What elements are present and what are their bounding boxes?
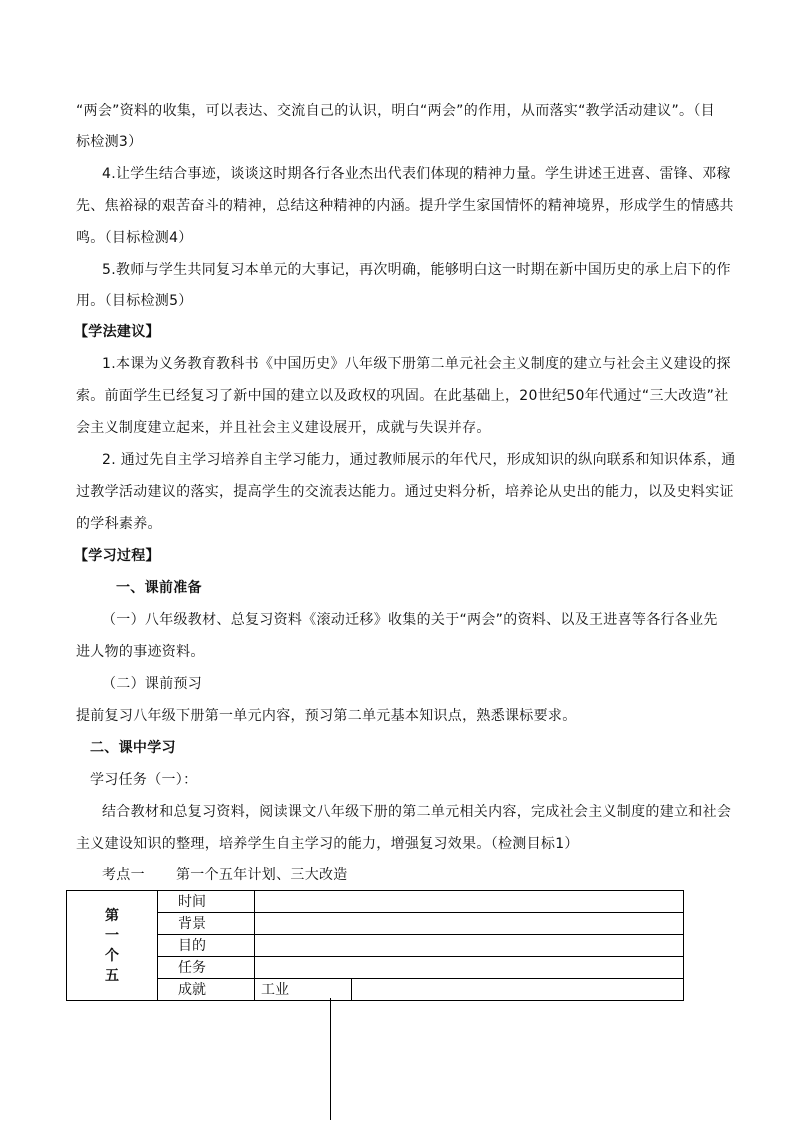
five-year-plan-table <box>66 890 684 1001</box>
table-cell[interactable] <box>255 957 684 979</box>
paragraph-line: 主义建设知识的整理，培养学生自主学习的能力，增强复习效果。（检测目标1） <box>76 836 579 852</box>
paragraph-line: 进人物的事迹资料。 <box>76 644 205 660</box>
paragraph-line: 过教学活动建议的落实，提高学生的交流表达能力。通过史料分析，培养论从史出的能力，以及史料实证 <box>76 484 734 500</box>
paragraph-line: 的学科素养。 <box>76 516 162 532</box>
row-label-achievement: 成就 <box>158 979 255 1001</box>
table-continuation-line <box>330 998 331 1120</box>
row-label-purpose: 目的 <box>158 935 255 957</box>
table-cell[interactable] <box>255 891 684 913</box>
paragraph-line: 2. 通过先自主学习培养自主学习能力，通过教师展示的年代尺，形成知识的纵向联系和知识体系，通 <box>102 452 736 468</box>
paragraph-line: 提前复习八年级下册第一单元内容，预习第二单元基本知识点，熟悉课标要求。 <box>76 708 577 724</box>
paragraph-line: 1.本课为义务教育教科书《中国历史》八年级下册第二单元社会主义制度的建立与社会主义建设的探 <box>102 356 731 372</box>
paragraph-line: 鸣。（目标检测4） <box>76 230 193 246</box>
paragraph-line: 5.教师与学生共同复习本单元的大事记，再次明确，能够明白这一时期在新中国历史的承上启下的作 <box>102 262 731 278</box>
section-heading-study-process: 【学习过程】 <box>74 548 160 564</box>
paragraph-line: 会主义制度建立起来，并且社会主义建设展开，成就与失误并存。 <box>76 420 491 436</box>
paragraph-line: 先、焦裕禄的艰苦奋斗的精神，总结这种精神的内涵。提升学生家国情怀的精神境界，形成学生的情感共 <box>76 198 734 214</box>
table-side-label: 第 一 个 五 <box>67 891 158 1001</box>
row-label-time: 时间 <box>158 891 255 913</box>
paragraph-line: 索。前面学生已经复习了新中国的建立以及政权的巩固。在此基础上，20世纪50年代通过“三大改造”社 <box>76 388 729 404</box>
sub-label-industry: 工业 <box>255 979 352 1001</box>
exam-point-label: 考点一 <box>102 867 145 883</box>
paragraph-line: （二）课前预习 <box>102 676 203 692</box>
subheading-pre-class: 一、课前准备 <box>116 580 202 596</box>
paragraph-line: 标检测3） <box>76 134 143 150</box>
paragraph-line: 用。（目标检测5） <box>76 293 193 309</box>
row-label-task: 任务 <box>158 957 255 979</box>
table-cell[interactable] <box>255 913 684 935</box>
section-heading-study-method: 【学法建议】 <box>74 324 160 340</box>
table-cell[interactable] <box>255 935 684 957</box>
row-label-background: 背景 <box>158 913 255 935</box>
exam-point-title: 第一个五年计划、三大改造 <box>176 867 348 883</box>
paragraph-line: 4.让学生结合事迹，谈谈这时期各行各业杰出代表们体现的精神力量。学生讲述王进喜、雷锋、邓稼 <box>102 166 731 182</box>
paragraph-line: （一）八年级教材、总复习资料《滚动迁移》收集的关于“两会”的资料、以及王进喜等各行各业先 <box>102 612 718 628</box>
subheading-in-class: 二、课中学习 <box>90 740 176 756</box>
paragraph-line: “两会”资料的收集，可以表达、交流自己的认识，明白“两会”的作用，从而落实“教学活动建议”。（目 <box>76 103 715 119</box>
table-cell[interactable] <box>352 979 684 1001</box>
paragraph-line: 结合教材和总复习资料，阅读课文八年级下册的第二单元相关内容，完成社会主义制度的建立和社会 <box>102 804 732 820</box>
task-label: 学习任务（一）： <box>90 772 198 788</box>
